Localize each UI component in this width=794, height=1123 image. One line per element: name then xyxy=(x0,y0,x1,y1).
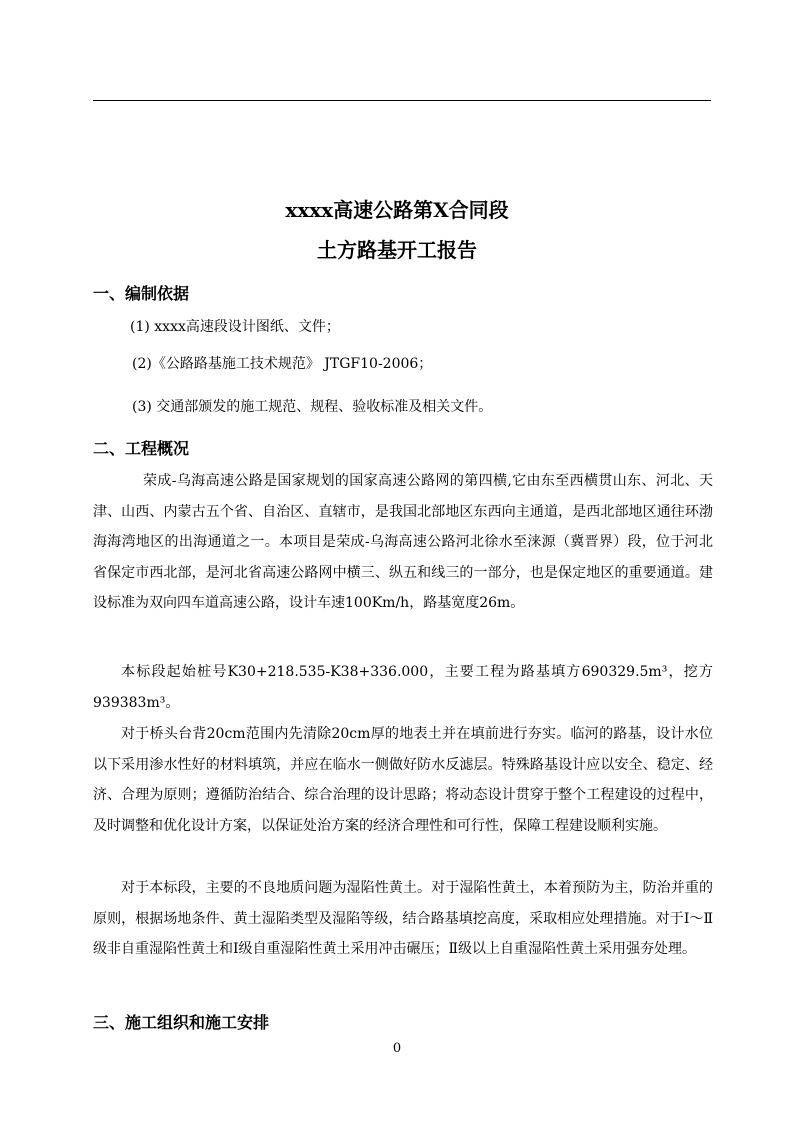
page-number: 0 xyxy=(392,1041,402,1056)
document-subtitle: 土方路基开工报告 xyxy=(317,238,477,262)
section-heading-organization: 三、施工组织和施工安排 xyxy=(93,1013,270,1032)
overview-paragraph-1: 荣成-乌海高速公路是国家规划的国家高速公路网的第四横,它由东至西横贯山东、河北、天津、山西、内蒙古五个省、自治区、直辖市，是我国北部地区东西向主通道，是西北部地区通往环渤海海湾地区的出海通道之一。本项目是荣成-乌海高速公路河北徐水至涞源（冀晋界）段，位于河北省保定市西北部，是河北省高速公路网中横三、纵五和线三的一部分，也是保定地区的重要通道。建设标准为双向四车道高速公路，设计车速100Km/h，路基宽度26m。 xyxy=(93,473,713,611)
overview-paragraph-2: 本标段起始桩号K30+218.535-K38+336.000，主要工程为路基填方690329.5m³，挖方939383m³。 xyxy=(93,664,713,711)
document-title: xxxx高速公路第X合同段 xyxy=(285,198,509,222)
section-heading-overview: 二、工程概况 xyxy=(93,439,190,458)
overview-paragraph-4: 对于本标段，主要的不良地质问题为湿陷性黄土。对于湿陷性黄土，本着预防为主，防治并重的原则，根据场地条件、黄土湿陷类型及湿陷等级，结合路基填挖高度，采取相应处理措施。对于Ⅰ～Ⅱ级非自重湿陷性黄土和Ⅰ级自重湿陷性黄土采用冲击碾压；Ⅱ级以上自重湿陷性黄土采用强夯处理。 xyxy=(93,880,713,957)
overview-paragraph-3: 对于桥头台背20cm范围内先清除20cm厚的地表土并在填前进行夯实。临河的路基，设计水位以下采用渗水性好的材料填筑，并应在临水一侧做好防水反滤层。特殊路基设计应以安全、稳定、经济、合理为原则；遵循防治结合、综合治理的设计思路；将动态设计贯穿于整个工程建设的过程中，及时调整和优化设计方案，以保证处治方案的经济合理性和可行性，保障工程建设顺利实施。 xyxy=(93,726,713,834)
basis-item-2: (2)《公路路基施工技术规范》 JTGF10-2006； xyxy=(132,356,433,372)
section-heading-basis: 一、编制依据 xyxy=(93,284,190,303)
basis-item-3: (3) 交通部颁发的施工规范、规程、验收标准及相关文件。 xyxy=(132,399,493,415)
basis-item-1: (1) xxxx高速段设计图纸、文件； xyxy=(130,319,340,335)
header-rule xyxy=(93,100,711,101)
